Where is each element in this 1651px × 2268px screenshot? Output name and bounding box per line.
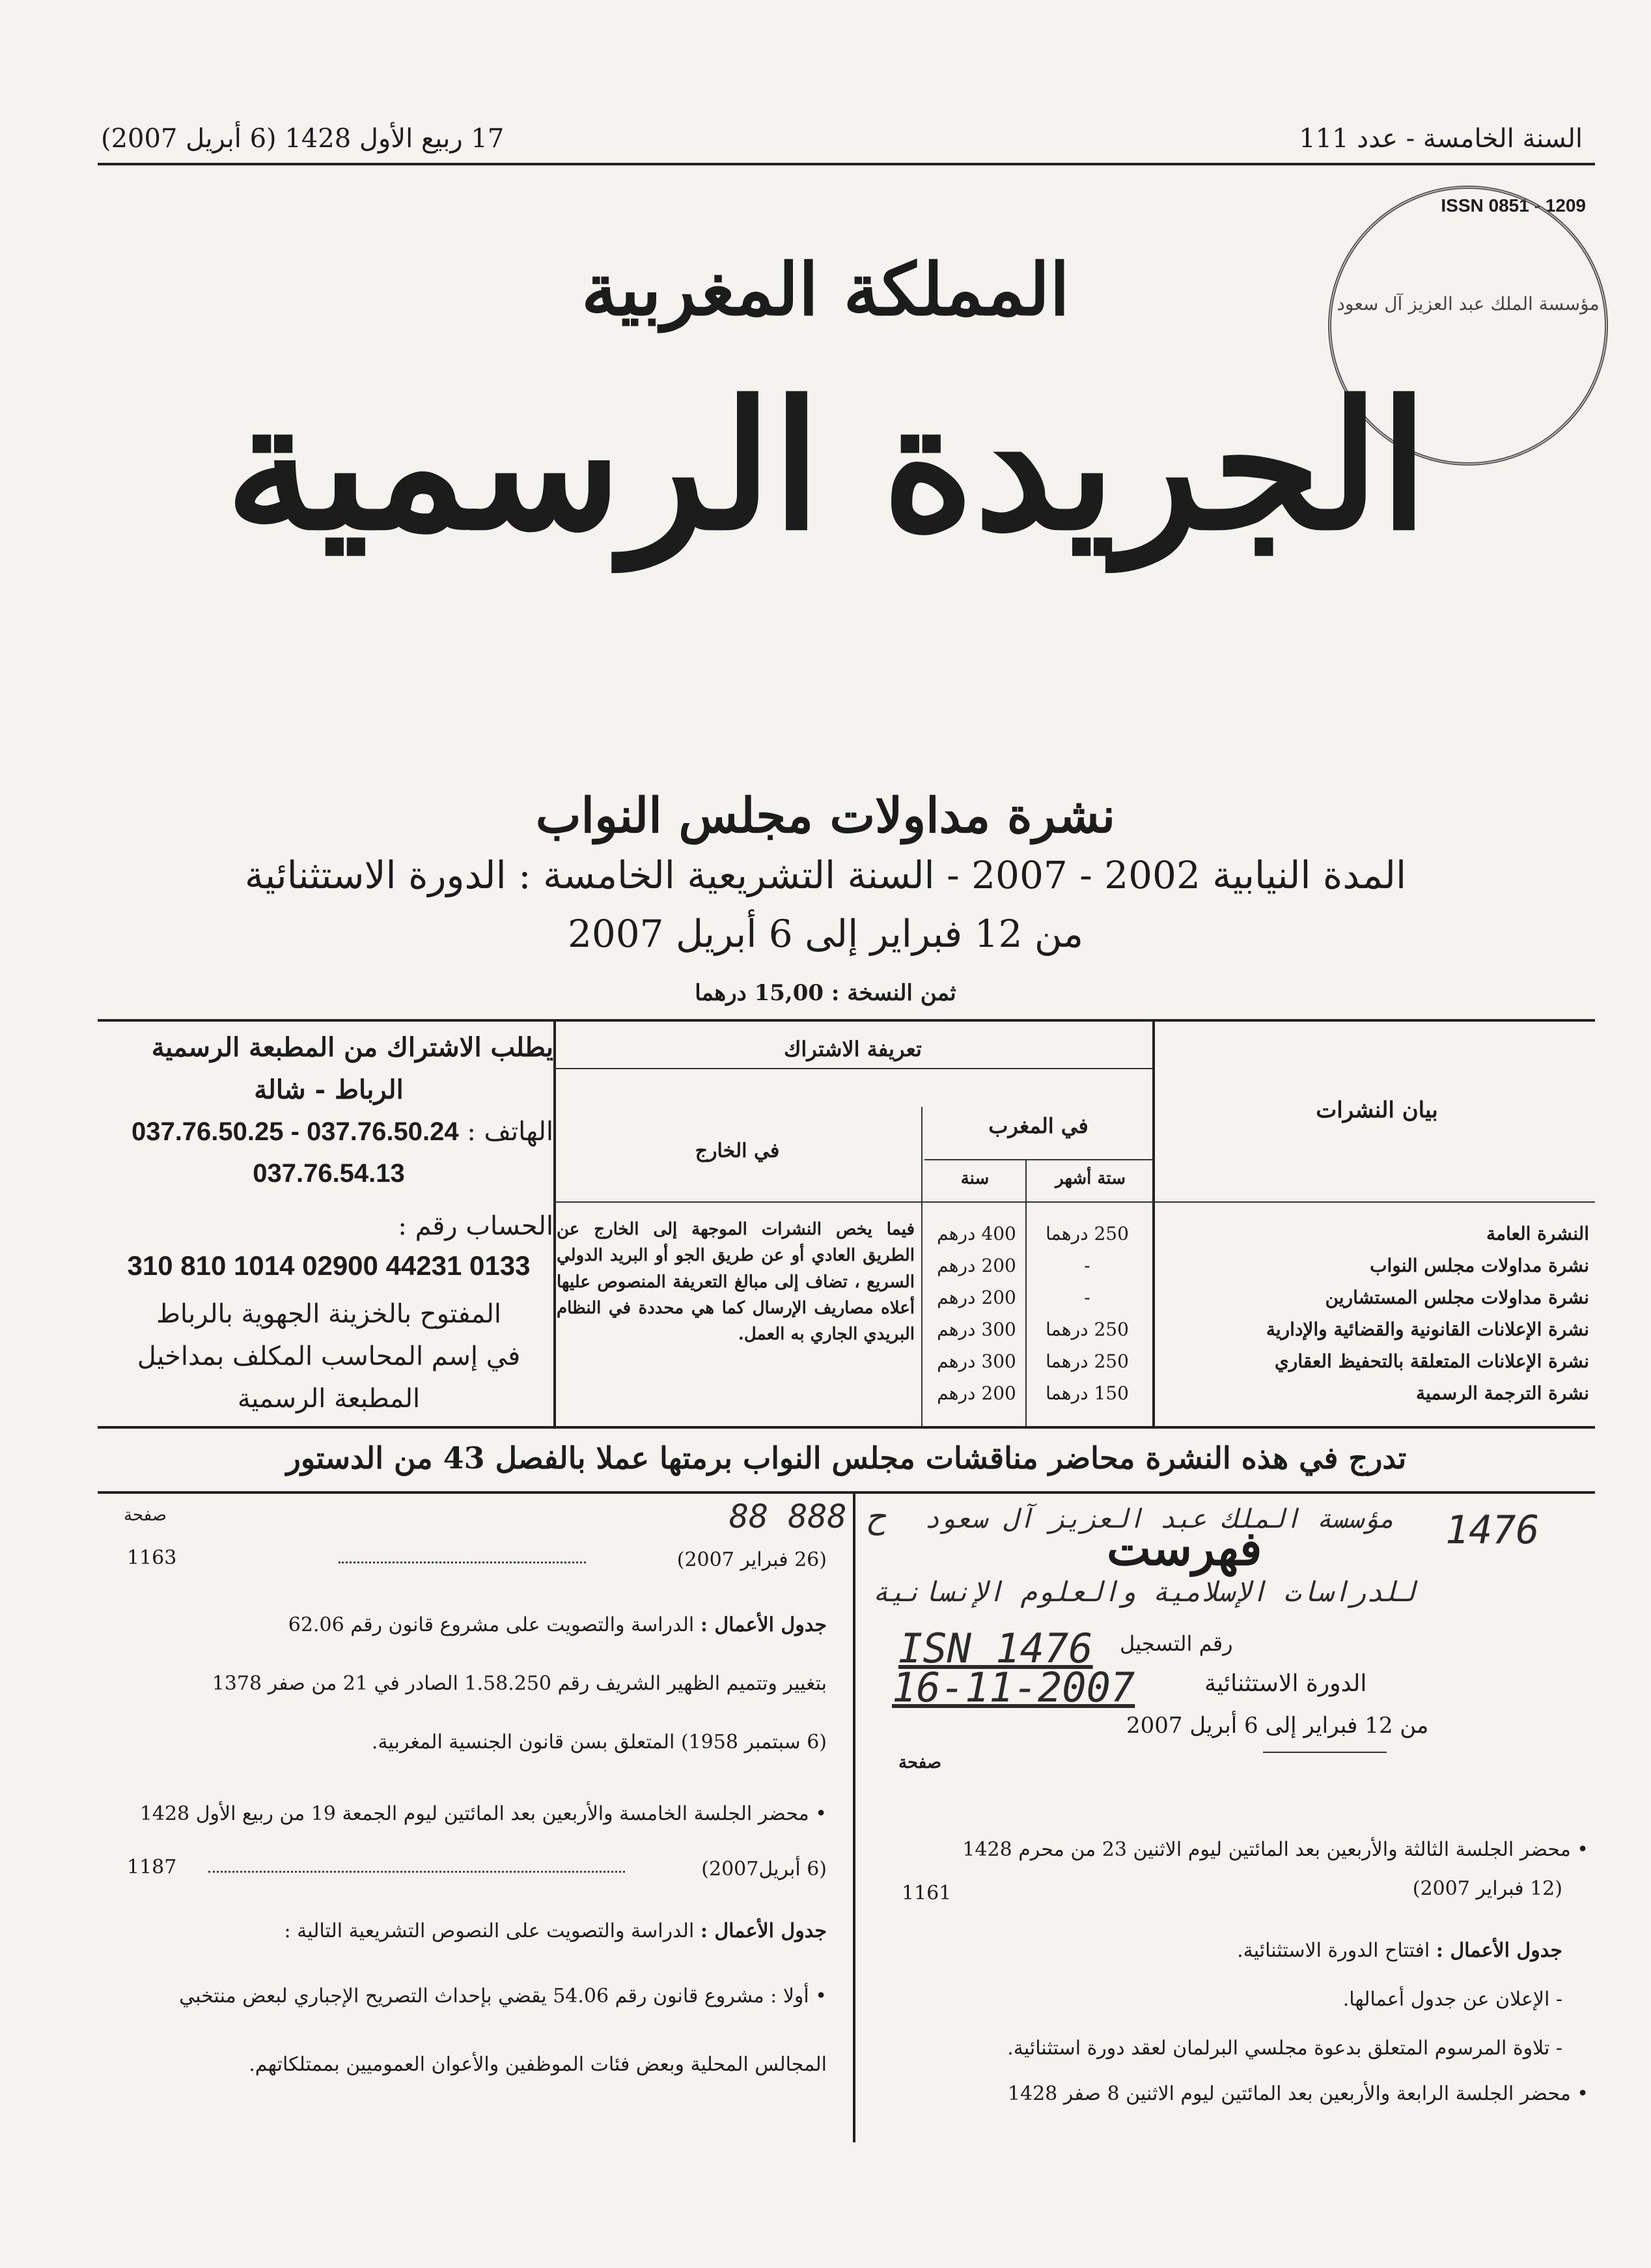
phone-label: الهاتف : bbox=[467, 1117, 553, 1147]
handwritten-number: 1476 bbox=[1445, 1507, 1540, 1553]
edition-row-year: 300 درهم bbox=[937, 1319, 1016, 1340]
issn: ISSN 0851 - 1209 bbox=[1441, 195, 1586, 216]
contents-page: 1163 bbox=[127, 1547, 177, 1569]
morocco-header: في المغرب bbox=[988, 1113, 1089, 1138]
bulletin-title: نشرة مداولات مجلس النواب bbox=[535, 788, 1116, 844]
abroad-header: في الخارج bbox=[695, 1140, 780, 1162]
contents-title: فهرست bbox=[1107, 1520, 1262, 1576]
table-body-rule bbox=[553, 1201, 1595, 1203]
journal-title: الجريدة الرسمية bbox=[225, 362, 1428, 569]
agenda-item: - تلاوة المرسوم المتعلق بدعوة مجلسي البرلمان لعقد دورة استثنائية. bbox=[1007, 2037, 1562, 2060]
contents-range: من 12 فبراير إلى 6 أبريل 2007 bbox=[1126, 1713, 1429, 1739]
request-line-3: المطبعة الرسمية bbox=[237, 1384, 421, 1414]
handwritten-code: 88 ح 888 bbox=[729, 1498, 886, 1535]
registration-label: رقم التسجيل bbox=[1120, 1631, 1233, 1656]
range-underline bbox=[1263, 1752, 1387, 1753]
edition-row-label: نشرة مداولات مجلس المستشارين bbox=[1325, 1287, 1589, 1308]
edition-row-six: 150 درهما bbox=[1046, 1382, 1129, 1404]
contents-item-text: أولا : مشروع قانون رقم 54.06 يقضي بإحداث التصريح الإجباري لبعض منتخبي bbox=[179, 1985, 809, 2008]
contents-item-text: محضر الجلسة الرابعة والأربعين بعد المائتين ليوم الاثنين 8 صفر 1428 bbox=[1007, 2082, 1571, 2105]
contents-item-text: محضر الجلسة الخامسة والأربعين بعد المائتين ليوم الجمعة 19 من ربيع الأول 1428 bbox=[139, 1802, 809, 1825]
issue-date: 17 ربيع الأول 1428 (6 أبريل 2007) bbox=[101, 124, 505, 154]
copy-price: ثمن النسخة : 15,00 درهما bbox=[695, 980, 956, 1006]
agenda-label: جدول الأعمال : bbox=[700, 1614, 827, 1636]
contents-item-continued: (26 فبراير 2007) bbox=[676, 1548, 827, 1571]
contents-item-continued: (6 أبريل2007) bbox=[701, 1858, 827, 1881]
agenda-label: جدول الأعمال : bbox=[1436, 1939, 1562, 1962]
left-page-label: صفحة bbox=[124, 1505, 167, 1525]
edition-row-label: نشرة الإعلانات القانونية والقضائية والإدارية bbox=[1266, 1319, 1589, 1340]
library-name: للدراسات الإسلامية والعلوم الإنسانية bbox=[872, 1576, 1416, 1608]
editions-header: بيان النشرات bbox=[1316, 1097, 1438, 1123]
legislative-term: المدة النيابية 2002 - 2007 - السنة التشريعية الخامسة : الدورة الاستثنائية bbox=[244, 853, 1407, 897]
registration-number: ISN 1476 bbox=[898, 1625, 1093, 1672]
edition-row-year: 400 درهم bbox=[937, 1223, 1016, 1244]
edition-row-year: 200 درهم bbox=[937, 1255, 1016, 1276]
leader-dots bbox=[208, 1871, 625, 1873]
session-range: من 12 فبراير إلى 6 أبريل 2007 bbox=[567, 912, 1084, 956]
table-divider-left bbox=[553, 1019, 556, 1426]
edition-row-six: 250 درهما bbox=[1046, 1319, 1129, 1340]
edition-row-label: نشرة مداولات مجلس النواب bbox=[1370, 1255, 1589, 1276]
agenda-item: - الإعلان عن جدول أعمالها. bbox=[1342, 1988, 1562, 2011]
agenda-label: جدول الأعمال : bbox=[700, 1920, 827, 1942]
contents-item-continued: (12 فبراير 2007) bbox=[1412, 1877, 1562, 1900]
contents-item bbox=[911, 2080, 1589, 2108]
contents-session: الدورة الاستثنائية bbox=[1204, 1670, 1367, 1697]
constitution-banner: تدرج في هذه النشرة محاضر مناقشات مجلس النواب برمتها عملا بالفصل 43 من الدستور bbox=[286, 1440, 1407, 1476]
contents-item bbox=[117, 1800, 827, 1828]
agenda-text: الدراسة والتصويت على النصوص التشريعية التالية : bbox=[284, 1920, 695, 1942]
agenda-text: (6 سبتمبر 1958) المتعلق بسن قانون الجنسية المغربية. bbox=[371, 1731, 827, 1754]
bullet-icon: • bbox=[1570, 1838, 1589, 1861]
table-bottom-rule bbox=[98, 1426, 1595, 1429]
agenda-text: افتتاح الدورة الاستثنائية. bbox=[1237, 1939, 1430, 1962]
edition-row-label: النشرة العامة bbox=[1486, 1223, 1589, 1244]
header-rule bbox=[98, 163, 1595, 165]
kingdom-title: المملكة المغربية bbox=[581, 247, 1070, 331]
contents-page: 1161 bbox=[902, 1882, 952, 1905]
account-number: 310 810 1014 02900 44231 0133 bbox=[127, 1250, 531, 1281]
edition-row-six: 250 درهما bbox=[1046, 1223, 1129, 1244]
account-label: الحساب رقم : bbox=[398, 1211, 553, 1241]
request-line-1: المفتوح بالخزينة الجهوية بالرباط bbox=[156, 1299, 502, 1329]
agenda bbox=[117, 1612, 827, 1639]
phone-numbers-2: 037.76.54.13 bbox=[253, 1159, 405, 1188]
request-city: الرباط - شالة bbox=[254, 1074, 404, 1105]
registration-date: 16-11-2007 bbox=[892, 1664, 1135, 1711]
bullet-icon: • bbox=[809, 1802, 827, 1825]
stamp-text: مؤسسة الملك عبد العزيز آل سعود bbox=[1337, 293, 1600, 315]
edition-row-year: 300 درهم bbox=[937, 1351, 1016, 1372]
edition-row-label: نشرة الترجمة الرسمية bbox=[1416, 1382, 1589, 1404]
agenda-text: الدراسة والتصويت على مشروع قانون رقم 62.06 bbox=[288, 1614, 695, 1636]
subscription-title: تعريفة الاشتراك bbox=[784, 1037, 922, 1061]
edition-row-year: 200 درهم bbox=[937, 1382, 1016, 1404]
six-months-header: ستة أشهر bbox=[1055, 1169, 1126, 1188]
contents-page: 1187 bbox=[127, 1856, 177, 1879]
agenda bbox=[911, 1937, 1562, 1965]
table-divider-abroad bbox=[921, 1107, 923, 1426]
abroad-note: فيما يخص النشرات الموجهة إلى الخارج عن الطريق العادي أو عن طريق الجو أو البريد الدولي السريع ، تضاف إلى مبالغ التعريفة المنصوص عليها أعلاه مصاريف الإرسال كما هي محددة في النظام البريدي الجاري به العمل. bbox=[557, 1220, 915, 1345]
request-line-2: في إسم المحاسب المكلف بمداخيل bbox=[137, 1341, 521, 1371]
contents-item bbox=[117, 1983, 827, 2010]
bullet-icon: • bbox=[809, 1985, 827, 2008]
one-year-header: سنة bbox=[960, 1169, 990, 1188]
agenda-text: المجالس المحلية وبعض فئات الموظفين والأعوان العموميين بممتلكاتهم. bbox=[249, 2053, 827, 2076]
table-top-rule bbox=[98, 1019, 1595, 1022]
edition-row-six: 250 درهما bbox=[1046, 1351, 1129, 1372]
bullet-icon: • bbox=[1570, 2082, 1589, 2105]
edition-row-six: - bbox=[1084, 1287, 1090, 1308]
table-header-rule bbox=[553, 1068, 1152, 1069]
handwritten-library: مؤسسة الملك عبد العزيز آل سعود bbox=[924, 1504, 1395, 1534]
leader-dots bbox=[339, 1561, 586, 1563]
phone-numbers: 037.76.50.24 - 037.76.50.25 bbox=[131, 1117, 459, 1146]
agenda-text: بتغيير وتتميم الظهير الشريف رقم 1.58.250 الصادر في 21 من صفر 1378 bbox=[212, 1672, 827, 1695]
table-subheader-rule bbox=[924, 1159, 1152, 1160]
banner-rule bbox=[98, 1491, 1595, 1494]
right-page-label: صفحة bbox=[898, 1753, 941, 1772]
edition-row-six: - bbox=[1084, 1255, 1090, 1276]
edition-row-year: 200 درهم bbox=[937, 1287, 1016, 1308]
contents-item bbox=[911, 1836, 1589, 1864]
contents-divider bbox=[853, 1491, 855, 2142]
request-title: يطلب الاشتراك من المطبعة الرسمية bbox=[151, 1032, 553, 1063]
issue-number: السنة الخامسة - عدد 111 bbox=[1299, 124, 1583, 154]
contents-item-text: محضر الجلسة الثالثة والأربعين بعد المائتين ليوم الاثنين 23 من محرم 1428 bbox=[962, 1838, 1571, 1861]
edition-row-label: نشرة الإعلانات المتعلقة بالتحفيظ العقاري bbox=[1274, 1351, 1589, 1372]
request-phones bbox=[104, 1117, 553, 1147]
agenda bbox=[117, 1918, 827, 1945]
